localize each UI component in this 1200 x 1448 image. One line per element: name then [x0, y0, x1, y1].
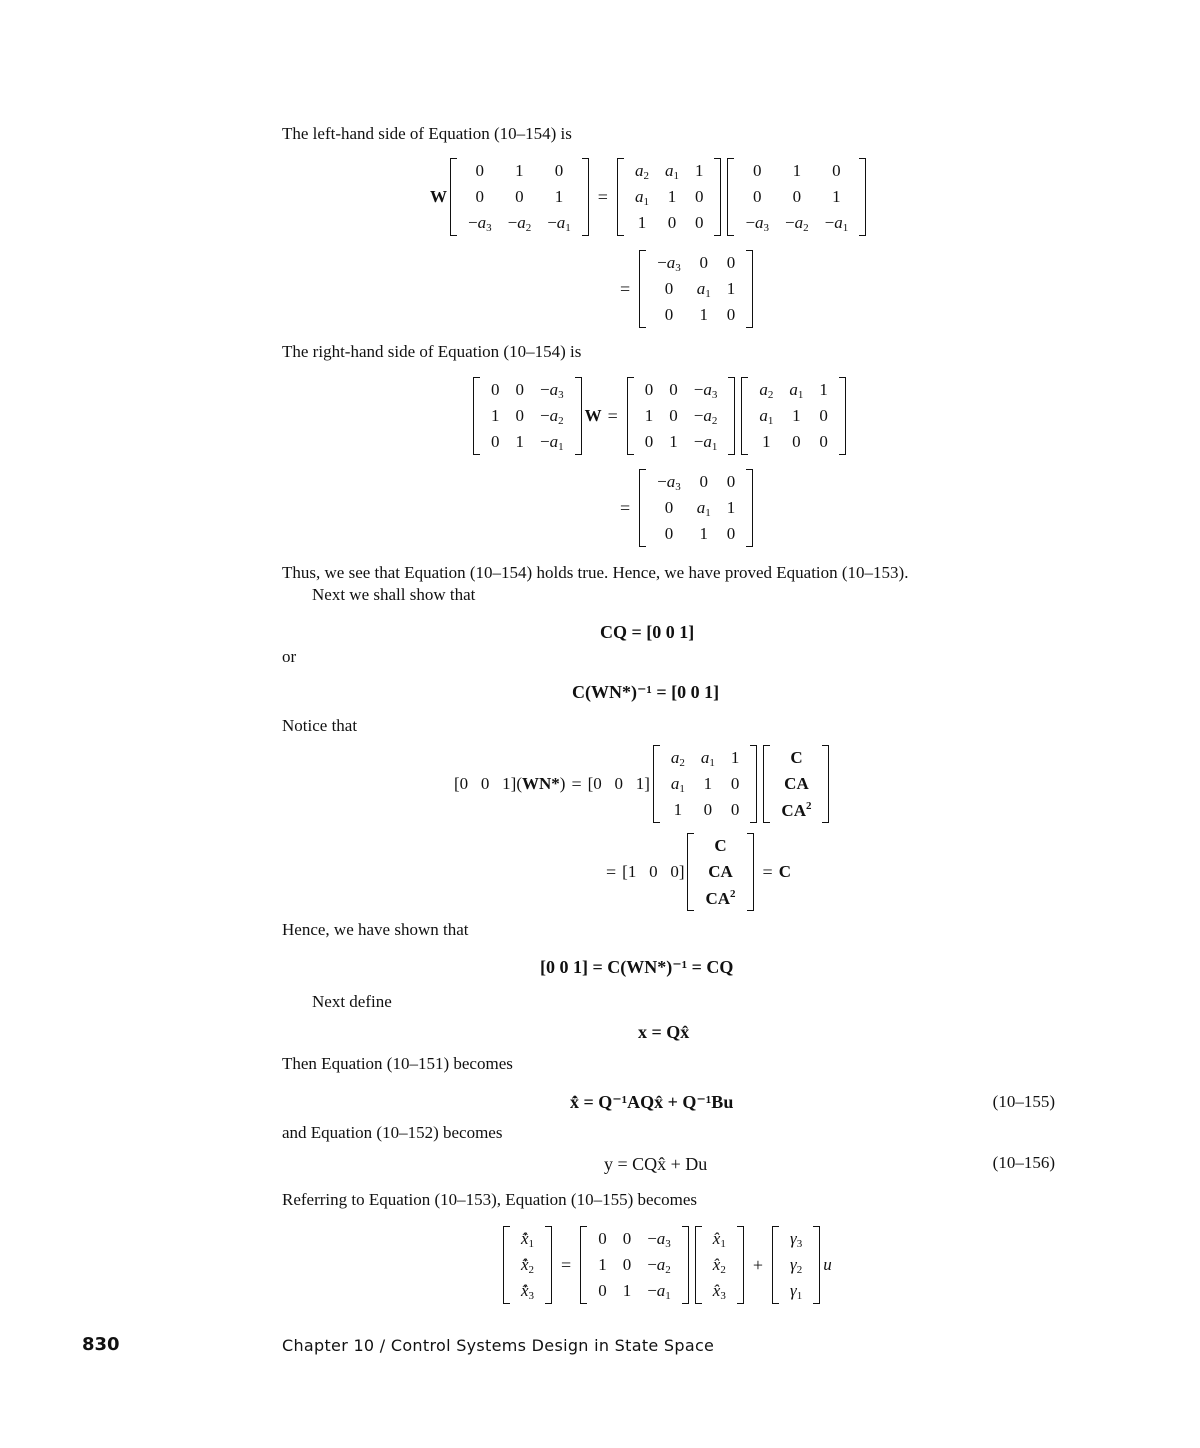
equation-number-155: (10–155)	[992, 1092, 1055, 1111]
equation-rhs-result	[614, 469, 756, 547]
equals-sign: =	[607, 405, 618, 426]
matrix: C CA $CA^2$	[763, 745, 829, 823]
text-next-define: Next define	[312, 992, 392, 1011]
equation-shown: [0 0 1] = C(WN*)⁻¹ = CQ	[540, 957, 734, 977]
matrix-symbol-w: W	[584, 406, 602, 425]
matrix: 0 1 0 0 0 1 $-a_3$ $-a_2$ $-a_1$	[450, 158, 589, 236]
matrix: 0 0 $-a_3$ 1 0 $-a_2$ 0 1 $-a_1$	[580, 1226, 689, 1304]
equals-sign: =	[561, 1254, 572, 1275]
equation-state-form	[500, 1226, 832, 1304]
matrix-symbol-w: W	[430, 187, 447, 206]
equation-cq: CQ = [0 0 1]	[600, 622, 695, 642]
equals-sign: =	[620, 278, 631, 299]
input-u: u	[823, 1255, 832, 1274]
plus-sign: +	[752, 1254, 763, 1275]
text-and-equation: and Equation (10–152) becomes	[282, 1123, 503, 1142]
equals-sign: =	[606, 861, 617, 882]
text-referring: Referring to Equation (10–153), Equation (10–155) becomes	[282, 1190, 697, 1209]
page-number: 830	[82, 1334, 120, 1355]
equation-cwn: C(WN*)⁻¹ = [0 0 1]	[572, 682, 720, 702]
text-notice-that: Notice that	[282, 716, 358, 735]
row-vector: [0 0 1]	[587, 774, 650, 793]
equals-sign: =	[620, 497, 631, 518]
text-thus-proved: Thus, we see that Equation (10–154) holds true. Hence, we have proved Equation (10–153).	[282, 563, 909, 582]
equation-lhs-row1	[430, 158, 869, 236]
matrix: 0 0 $-a_3$ 1 0 $-a_2$ 0 1 $-a_1$	[627, 377, 736, 455]
matrix: C CA $CA^2$	[687, 833, 753, 911]
equation-rhs-row1	[470, 377, 849, 455]
matrix: $-a_3$ 0 0 0 $a_1$ 1 0 1 0	[639, 469, 753, 547]
matrix-symbol-c: C	[778, 862, 791, 881]
matrix: $a_2$ $a_1$ 1 $a_1$ 1 0 1 0 0	[653, 745, 758, 823]
equation-10-156: y = CQx̂ + Du	[604, 1154, 708, 1174]
matrix: $\gamma_3$ $\gamma_2$ $\gamma_1$	[772, 1226, 820, 1304]
row-vector: [0 0 1](WN*)	[454, 774, 566, 793]
equals-sign: =	[597, 186, 608, 207]
equation-lhs-result	[614, 250, 756, 328]
matrix: 0 0 $-a_3$ 1 0 $-a_2$ 0 1 $-a_1$	[473, 377, 582, 455]
text-left-hand-side: The left-hand side of Equation (10–154) is	[282, 124, 572, 143]
equation-notice-row1	[454, 745, 832, 823]
matrix: $x̂̇_1$ $x̂̇_2$ $x̂̇_3$	[503, 1226, 552, 1304]
equation-number-156: (10–156)	[992, 1153, 1055, 1172]
text-then-equation: Then Equation (10–151) becomes	[282, 1054, 513, 1073]
matrix: 0 1 0 0 0 1 $-a_3$ $-a_2$ $-a_1$	[727, 158, 866, 236]
row-vector: [1 0 0]	[622, 862, 685, 881]
text-right-hand-side: The right-hand side of Equation (10–154) is	[282, 342, 582, 361]
text-hence-shown: Hence, we have shown that	[282, 920, 469, 939]
matrix: $a_2$ $a_1$ 1 $a_1$ 1 0 1 0 0	[617, 158, 722, 236]
chapter-footer: Chapter 10 / Control Systems Design in State Space	[282, 1336, 715, 1355]
matrix: $x̂_1$ $x̂_2$ $x̂_3$	[695, 1226, 744, 1304]
matrix: $a_2$ $a_1$ 1 $a_1$ 1 0 1 0 0	[741, 377, 846, 455]
equation-notice-result	[600, 833, 791, 911]
text-next-show: Next we shall show that	[312, 585, 476, 604]
matrix: $-a_3$ 0 0 0 $a_1$ 1 0 1 0	[639, 250, 753, 328]
equals-sign: =	[571, 773, 582, 794]
equation-10-155: x̂̇ = Q⁻¹AQx̂ + Q⁻¹Bu	[570, 1092, 734, 1112]
text-or: or	[282, 647, 297, 666]
equation-x-definition: x = Qx̂	[638, 1022, 690, 1042]
equals-sign: =	[762, 861, 773, 882]
